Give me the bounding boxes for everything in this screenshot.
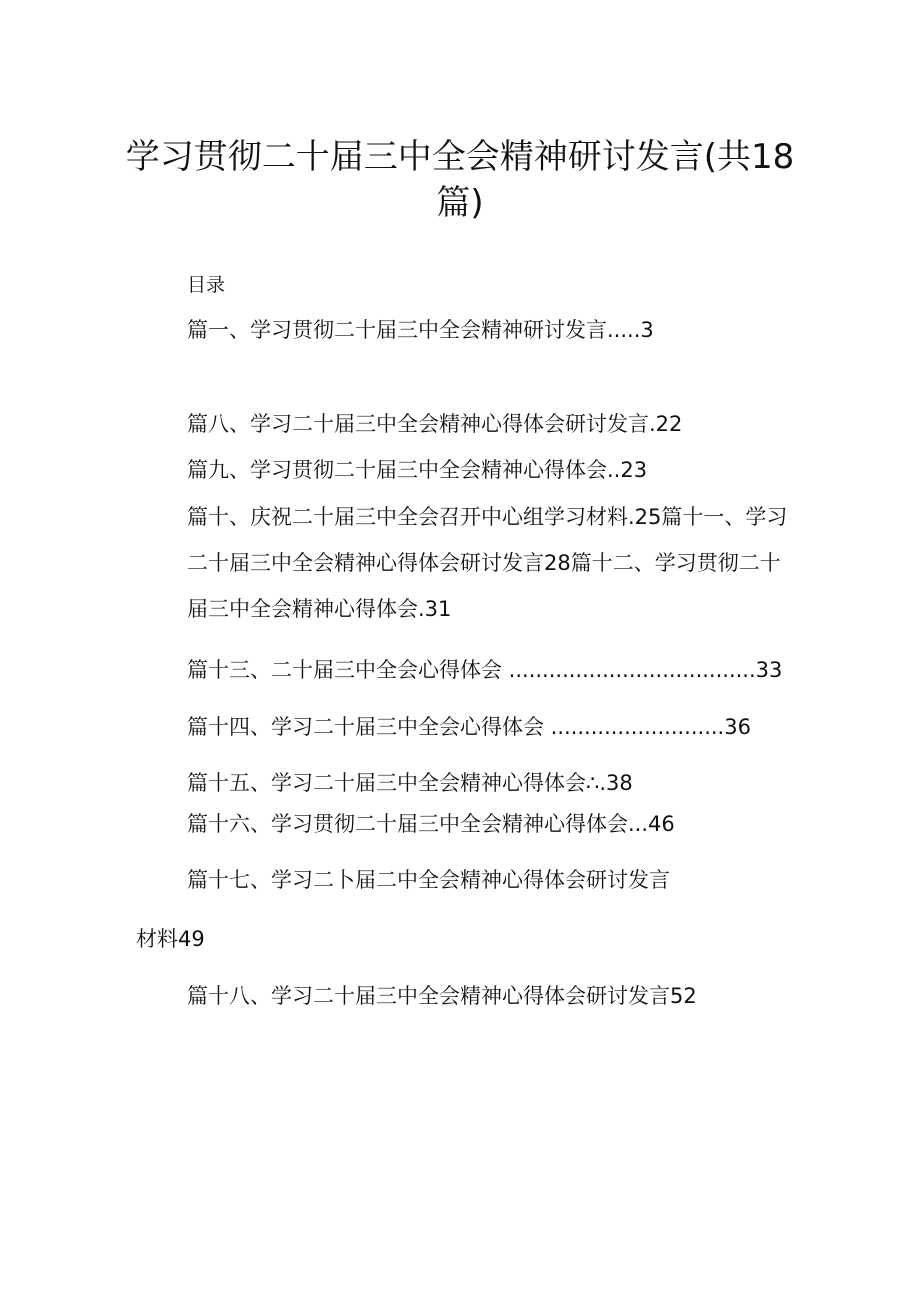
toc-heading: 目录 [187, 274, 226, 296]
toc-entry-15: 篇十五、学习二十届三中全会精神心得体会∴.38 [187, 771, 633, 795]
toc-entry-18: 篇十八、学习二十届三中全会精神心得体会研讨发言52 [187, 984, 697, 1008]
toc-entry-16: 篇十六、学习贯彻二十届三中全会精神心得体会...46 [187, 812, 675, 836]
toc-entry-14: 篇十四、学习二十届三中全会心得体会 ..........................36 [187, 715, 751, 739]
toc-entry-17-continued: 材料49 [136, 927, 205, 951]
page-title [0, 134, 920, 226]
toc-entry-9: 篇九、学习贯彻二十届三中全会精神心得体会..23 [187, 458, 648, 482]
toc-entry-1: 篇一、学习贯彻二十届三中全会精神研讨发言.....3 [187, 318, 654, 342]
toc-entry-8: 篇八、学习二十届三中全会精神心得体会研讨发言.22 [187, 412, 683, 436]
page-title-line-2: 篇) [436, 183, 484, 223]
toc-entry-13: 篇十三、二十届三中全会心得体会 .....................................33 [187, 658, 783, 682]
page-title-line-1: 学习贯彻二十届三中全会精神研讨发言(共18 [125, 137, 795, 177]
toc-entry-10-12: 篇十、庆祝二十届三中全会召开中心组学习材料.25篇十一、学习二十届三中全会精神心得体会研讨发言28篇十二、学习贯彻二十届三中全会精神心得体会.31 [187, 505, 788, 621]
toc-entry-17: 篇十七、学习二卜届二中全会精神心得体会研讨发言 [187, 868, 670, 892]
